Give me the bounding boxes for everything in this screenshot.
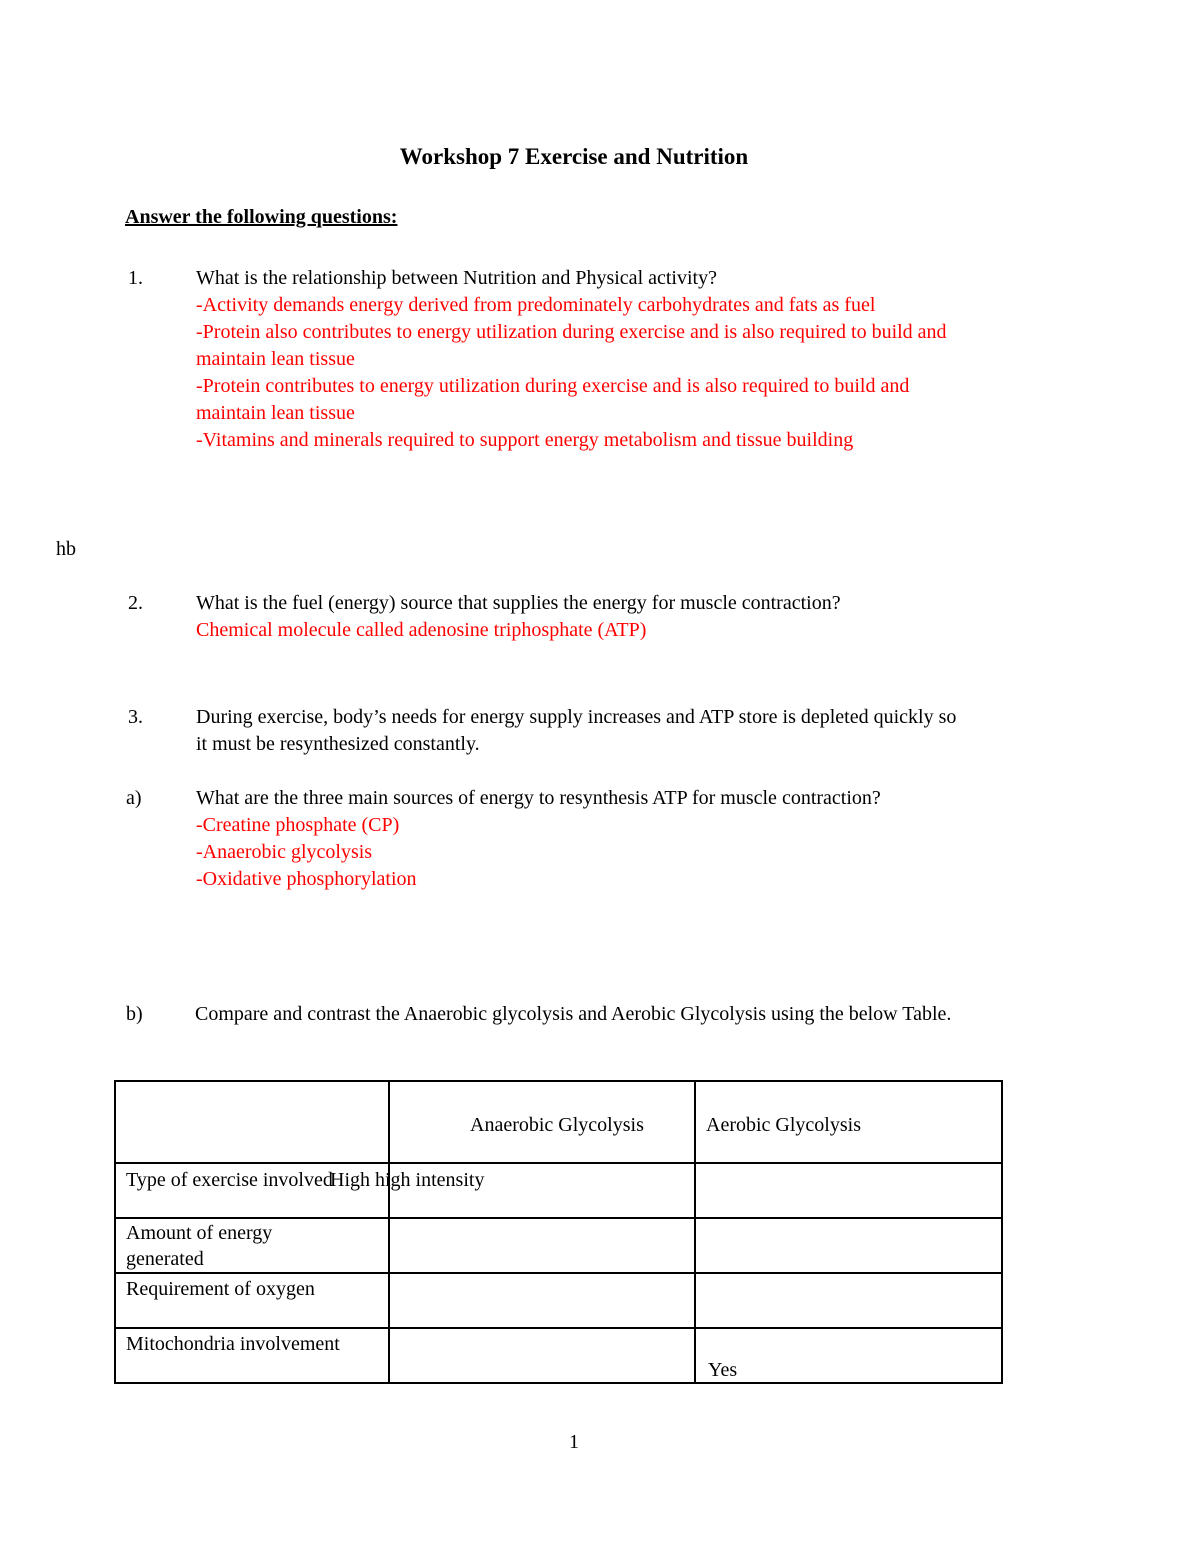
answer-line: maintain lean tissue	[196, 348, 355, 370]
table-header-cell-empty	[115, 1081, 389, 1163]
answer-line: maintain lean tissue	[196, 402, 355, 424]
question-1-text: What is the relationship between Nutrition and Physical activity?	[196, 267, 717, 289]
answer-line: -Creatine phosphate (CP)	[196, 814, 400, 836]
row-label: Type of exercise involved	[126, 1169, 333, 1191]
anaerobic-cell	[389, 1273, 695, 1328]
cell-value: Yes	[708, 1359, 738, 1381]
row-label-cell	[115, 1218, 389, 1273]
page-title: Workshop 7 Exercise and Nutrition	[399, 144, 749, 169]
table-header-cell-aerobic	[695, 1081, 1002, 1163]
table-row	[115, 1273, 1002, 1328]
answer-line: -Protein also contributes to energy utilization during exercise and is also required to build and	[196, 321, 947, 343]
table-header-cell-anaerobic	[389, 1081, 695, 1163]
table-row	[115, 1328, 1002, 1383]
row-label-cell	[115, 1328, 389, 1383]
answer-line: -Protein contributes to energy utilization during exercise and is also required to build and	[196, 375, 910, 397]
anaerobic-cell	[330, 1163, 695, 1218]
part-a-label: a)	[126, 787, 142, 809]
answer-line: -Oxidative phosphorylation	[196, 868, 417, 890]
stray-text: hb	[56, 538, 76, 560]
row-label-cell	[115, 1273, 389, 1328]
answer-line: -Activity demands energy derived from predominately carbohydrates and fats as fuel	[196, 294, 876, 316]
aerobic-cell	[695, 1273, 1002, 1328]
row-label: Amount of energy generated	[126, 1222, 273, 1270]
aerobic-cell	[695, 1328, 1002, 1383]
part-a-text: What are the three main sources of energy to resynthesis ATP for muscle contraction?	[196, 787, 881, 809]
row-label: Requirement of oxygen	[126, 1278, 315, 1300]
aerobic-cell	[695, 1163, 1002, 1218]
question-2-text: What is the fuel (energy) source that supplies the energy for muscle contraction?	[196, 592, 841, 614]
question-1-number: 1.	[128, 267, 143, 289]
table-row	[115, 1163, 1002, 1218]
question-2-number: 2.	[128, 592, 143, 614]
question-2-answer: Chemical molecule called adenosine triphosphate (ATP)	[196, 619, 647, 641]
answer-line: -Anaerobic glycolysis	[196, 841, 373, 863]
part-b-label: b)	[126, 1003, 143, 1025]
part-a-answers	[196, 812, 417, 893]
question-1-answers	[196, 292, 947, 454]
cell-value: High high intensity	[330, 1169, 485, 1191]
answer-line: -Vitamins and minerals required to support energy metabolism and tissue building	[196, 429, 854, 451]
instructions-heading: Answer the following questions:	[125, 206, 398, 228]
table-row	[115, 1218, 1002, 1273]
comparison-table	[114, 1080, 1003, 1384]
table-header-row	[115, 1081, 1002, 1163]
part-b-text: Compare and contrast the Anaerobic glycolysis and Aerobic Glycolysis using the below Table.	[195, 1003, 952, 1025]
question-3-text-line1: During exercise, body’s needs for energy supply increases and ATP store is depleted quickly so	[196, 706, 957, 728]
aerobic-cell	[695, 1218, 1002, 1273]
anaerobic-cell	[389, 1328, 695, 1383]
header-label: Aerobic Glycolysis	[706, 1114, 861, 1136]
row-label: Mitochondria involvement	[126, 1333, 340, 1355]
anaerobic-cell	[389, 1218, 695, 1273]
header-label: Anaerobic Glycolysis	[470, 1114, 644, 1136]
page-number: 1	[569, 1431, 579, 1453]
question-3-text-line2: it must be resynthesized constantly.	[196, 733, 480, 755]
question-3-number: 3.	[128, 706, 143, 728]
